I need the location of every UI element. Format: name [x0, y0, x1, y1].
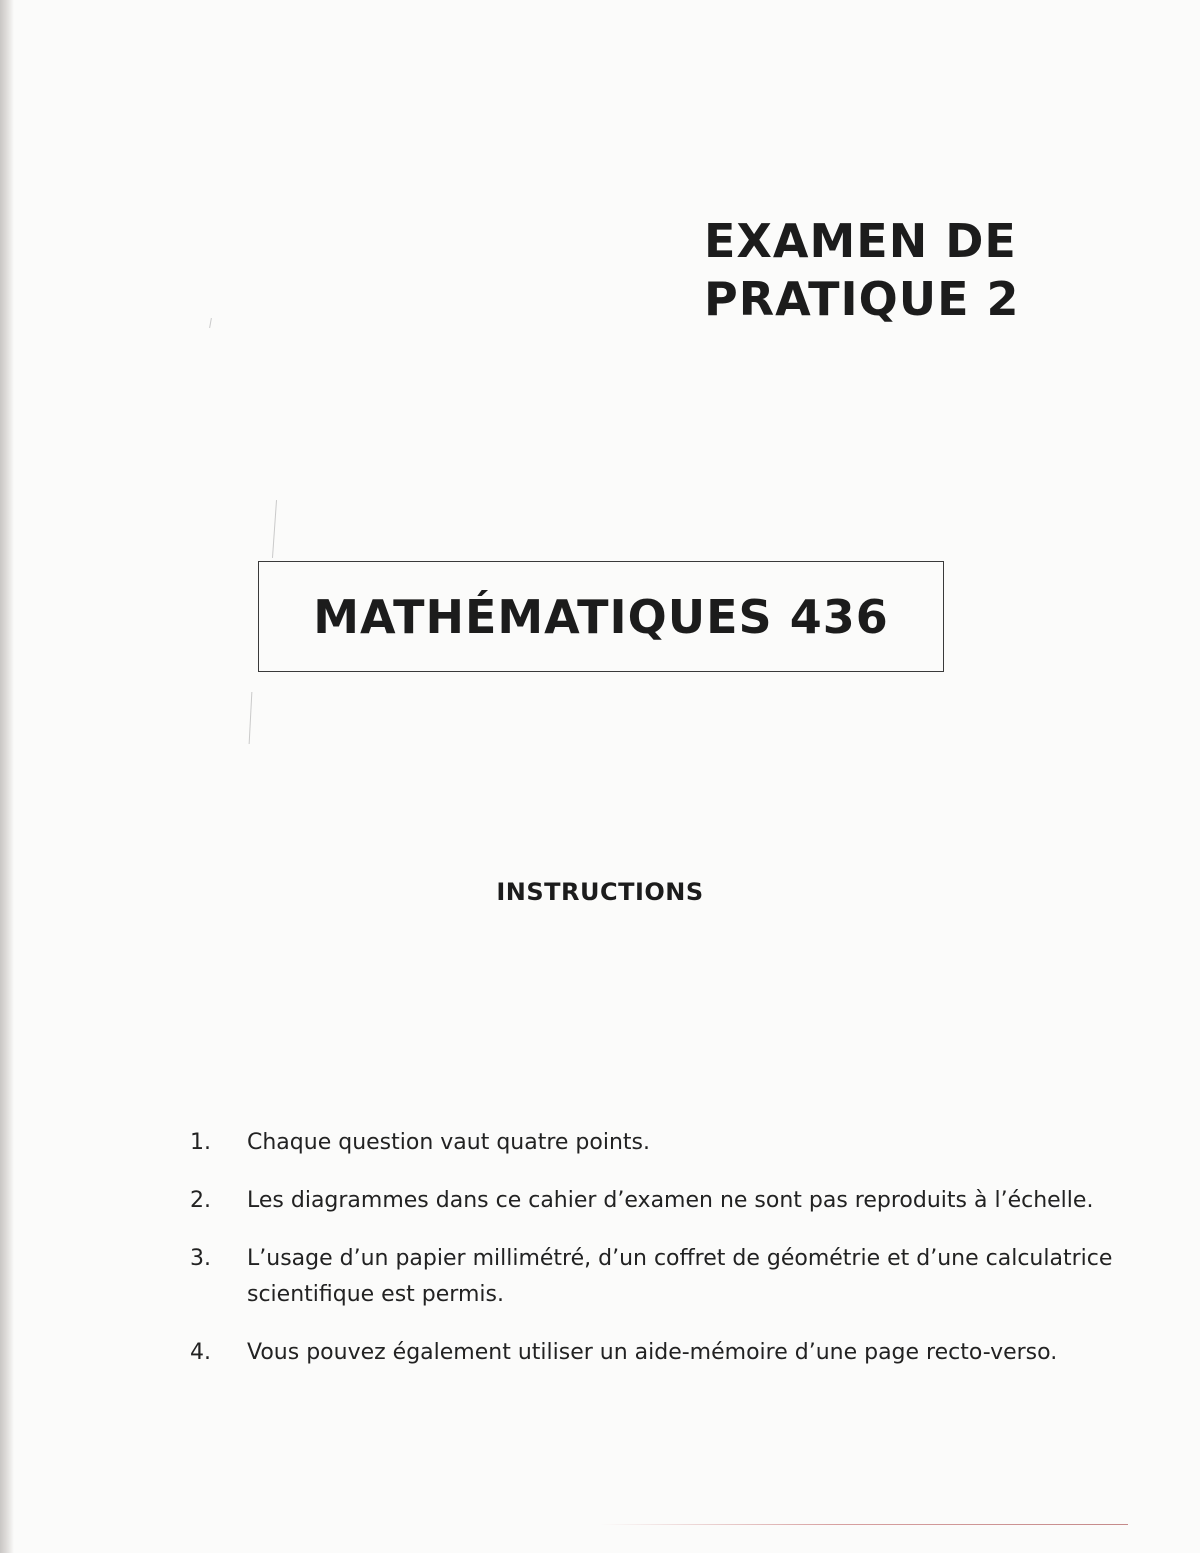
instructions-heading: INSTRUCTIONS: [496, 878, 704, 906]
instruction-number: 3.: [190, 1246, 211, 1271]
instruction-number: 2.: [190, 1188, 211, 1213]
instruction-text: Chaque question vaut quatre points.: [247, 1130, 650, 1155]
instruction-text: Les diagrammes dans ce cahier d’examen ne sont pas reproduits à l’échelle.: [247, 1188, 1094, 1213]
instruction-item: [190, 1241, 1150, 1313]
scan-edge-shadow: [0, 0, 14, 1553]
instruction-number: 1.: [190, 1130, 211, 1155]
exam-title-line-1: EXAMEN DE: [704, 214, 1017, 268]
exam-title-line-2: PRATIQUE 2: [704, 272, 1020, 326]
bottom-rule: [600, 1524, 1128, 1525]
instructions-list: [190, 1125, 1150, 1393]
exam-title: [704, 212, 1144, 328]
instruction-item: [190, 1183, 1150, 1219]
instruction-text: L’usage d’un papier millimétré, d’un coffret de géométrie et d’une calculatrice scientifique est permis.: [247, 1246, 1113, 1307]
scan-mark: [209, 318, 212, 328]
instruction-text: Vous pouvez également utiliser un aide-mémoire d’une page recto-verso.: [247, 1340, 1058, 1365]
scan-mark: [272, 500, 277, 558]
instruction-item: [190, 1335, 1150, 1371]
instruction-item: [190, 1125, 1150, 1161]
subject-title: MATHÉMATIQUES 436: [313, 589, 889, 644]
instruction-number: 4.: [190, 1340, 211, 1365]
subject-box: [258, 561, 944, 672]
scan-mark: [249, 692, 253, 744]
